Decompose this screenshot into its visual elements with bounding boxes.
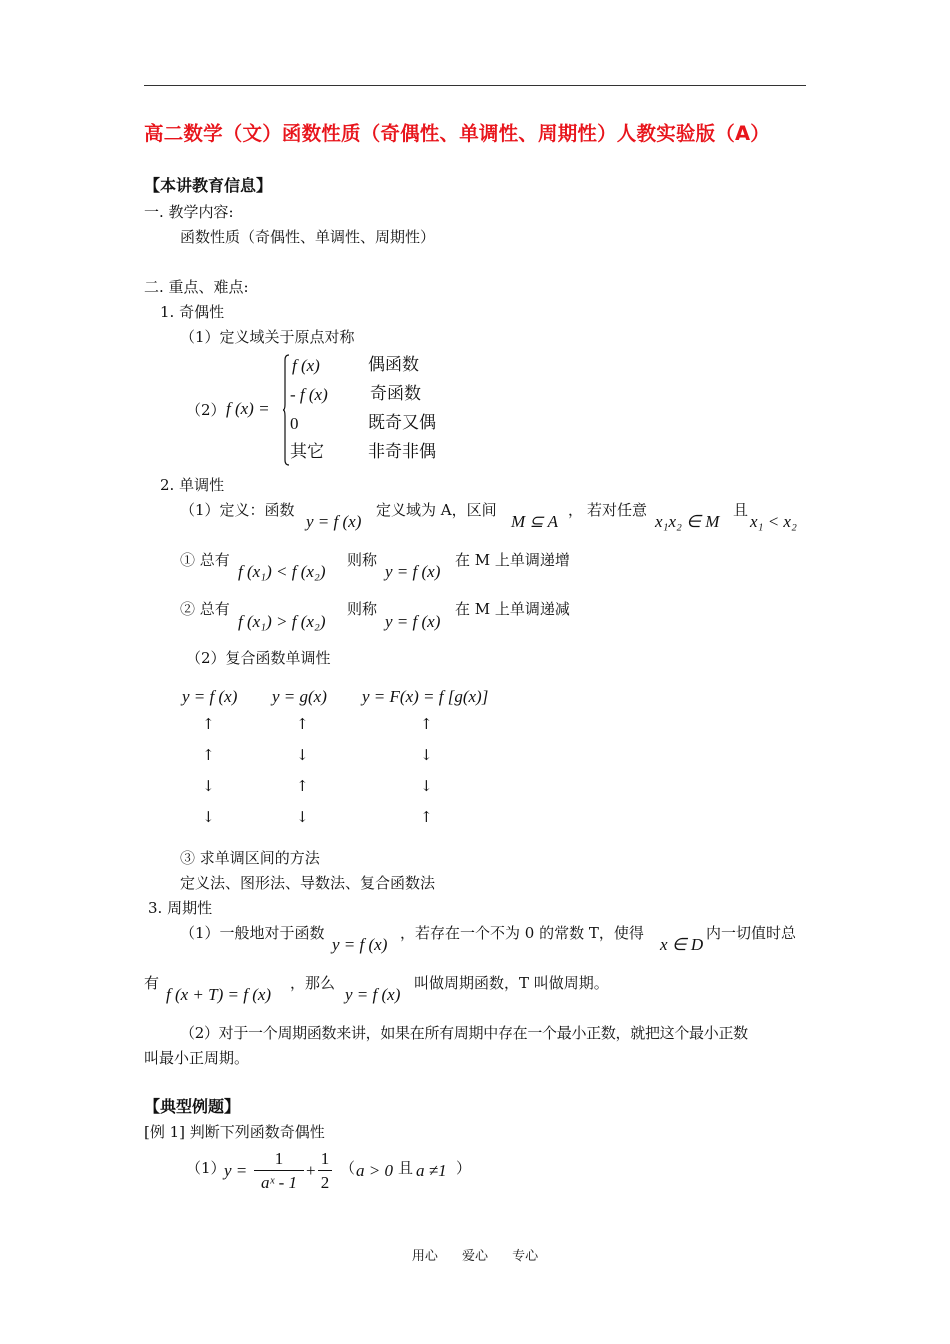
- period-p1-mid: ，若存在一个不为 0 的常数 T，使得: [400, 924, 644, 942]
- mono-dec-then: 则称: [347, 600, 378, 618]
- case-expr-3: 0: [290, 414, 299, 433]
- parity-lhs: f (x) =: [226, 399, 270, 418]
- period-p2-prefix: 有: [144, 974, 160, 992]
- example-1-cond-close: ）: [456, 1159, 472, 1177]
- mono-inc-ineq: f (x₁) < f (x₂): [238, 562, 326, 581]
- mono-dec-suffix: 在 M 上单调递减: [455, 600, 570, 618]
- example-1-cond-2: a ≠1: [416, 1161, 447, 1180]
- mono-inc-then: 则称: [347, 551, 378, 569]
- composite-arrow: ↓: [420, 777, 433, 795]
- mono-dec-ineq: f (x₁) > f (x₂): [238, 612, 326, 631]
- mono-def-mid: 定义域为 A，区间: [376, 501, 497, 519]
- mono-def-comma: ，: [568, 501, 584, 519]
- mono-def-if: 若对任意: [587, 501, 648, 519]
- period-p1-suffix: 内一切值时总: [706, 924, 797, 942]
- parity-heading: 1. 奇偶性: [160, 303, 225, 321]
- examples-heading: 【典型例题】: [144, 1097, 241, 1116]
- parity-item-1: （1）定义域关于原点对称: [180, 328, 355, 346]
- period-p2-mid: ，那么: [290, 974, 336, 992]
- parity-item-2-label: （2）: [186, 401, 226, 419]
- mono-def-func: y = f (x): [306, 512, 362, 531]
- method-heading: ③ 求单调区间的方法: [180, 849, 320, 867]
- case-expr-4: 其它: [290, 442, 324, 462]
- fraction-1-denominator: aˣ - 1: [261, 1173, 297, 1192]
- composite-arrow: ↑: [420, 808, 433, 826]
- fraction-1-bar: [254, 1170, 304, 1171]
- section-info-heading: 【本讲教育信息】: [144, 176, 273, 195]
- fraction-2-numerator: 1: [320, 1149, 330, 1168]
- composite-heading: （2）复合函数单调性: [186, 649, 331, 667]
- case-desc-3: 既奇又偶: [368, 413, 436, 433]
- example-1-cond-and: 且: [398, 1159, 414, 1177]
- periodicity-heading: 3. 周期性: [148, 899, 213, 917]
- composite-arrow: ↓: [296, 746, 309, 764]
- mono-inc-prefix: ① 总有: [180, 551, 230, 569]
- key-points-heading: 二. 重点、难点:: [144, 278, 249, 296]
- composite-arrow: ↑: [296, 777, 309, 795]
- composite-arrow: ↑: [420, 715, 433, 733]
- period-p2-eq: f (x + T) = f (x): [166, 985, 272, 1004]
- document-title: 高二数学（文）函数性质（奇偶性、单调性、周期性）人教实验版（A）: [144, 122, 770, 145]
- monotonicity-heading: 2. 单调性: [160, 476, 225, 494]
- case-expr-1: f (x): [292, 356, 320, 375]
- composite-col-f: y = f (x): [182, 687, 238, 706]
- page-footer: 用心 爱心 专心: [411, 1249, 539, 1264]
- example-1-cond-open: （: [340, 1159, 356, 1177]
- mono-dec-prefix: ② 总有: [180, 600, 230, 618]
- header-rule: [144, 85, 806, 86]
- content-text: 函数性质（奇偶性、单调性、周期性）: [180, 228, 436, 246]
- period-p2-suffix: 叫做周期函数，T 叫做周期。: [414, 974, 609, 992]
- mono-def-prefix: （1）定义：函数: [180, 501, 295, 519]
- composite-arrow: ↓: [202, 777, 215, 795]
- composite-col-g: y = g(x): [272, 687, 327, 706]
- content-heading: 一. 教学内容:: [144, 203, 234, 221]
- fraction-2-denominator: 2: [320, 1173, 330, 1192]
- example-1-label: [例 1] 判断下列函数奇偶性: [144, 1123, 325, 1141]
- case-brace: [283, 354, 289, 466]
- example-1-y: y =: [224, 1161, 248, 1180]
- case-desc-4: 非奇非偶: [368, 442, 436, 462]
- period-p3-line2: 叫最小正周期。: [144, 1049, 250, 1067]
- method-text: 定义法、图形法、导数法、复合函数法: [180, 874, 436, 892]
- composite-arrow: ↓: [420, 746, 433, 764]
- fraction-1-numerator: 1: [274, 1149, 284, 1168]
- composite-arrow: ↑: [296, 715, 309, 733]
- composite-arrow: ↑: [202, 746, 215, 764]
- mono-def-x1x2: x₁x₂ ∈ M: [655, 512, 720, 531]
- period-p2-func: y = f (x): [345, 985, 401, 1004]
- mono-def-set: M ⊆ A: [511, 512, 558, 531]
- mono-def-and: 且: [733, 501, 749, 519]
- example-1-fraction-1: [254, 1150, 304, 1191]
- case-desc-1: 偶函数: [368, 355, 419, 375]
- fraction-2-bar: [318, 1170, 332, 1171]
- case-expr-2: - f (x): [290, 385, 328, 404]
- period-p3-line1: （2）对于一个周期函数来讲，如果在所有周期中存在一个最小正数，就把这个最小正数: [180, 1024, 748, 1042]
- period-p1-func: y = f (x): [332, 935, 388, 954]
- period-p1-set: x ∈ D: [660, 935, 704, 954]
- composite-col-F: y = F(x) = f [g(x)]: [362, 687, 489, 706]
- example-1-item: （1）: [186, 1159, 226, 1177]
- mono-inc-suffix: 在 M 上单调递增: [455, 551, 570, 569]
- composite-arrow: ↓: [296, 808, 309, 826]
- example-1-cond: a > 0: [356, 1161, 393, 1180]
- mono-def-ineq: x₁ < x₂: [750, 512, 797, 531]
- composite-arrow: ↓: [202, 808, 215, 826]
- example-1-plus: +: [306, 1161, 316, 1180]
- mono-dec-func: y = f (x): [385, 612, 441, 631]
- period-p1-prefix: （1）一般地对于函数: [180, 924, 325, 942]
- example-1-fraction-2: [318, 1150, 332, 1191]
- composite-arrow: ↑: [202, 715, 215, 733]
- mono-inc-func: y = f (x): [385, 562, 441, 581]
- case-desc-2: 奇函数: [370, 384, 421, 404]
